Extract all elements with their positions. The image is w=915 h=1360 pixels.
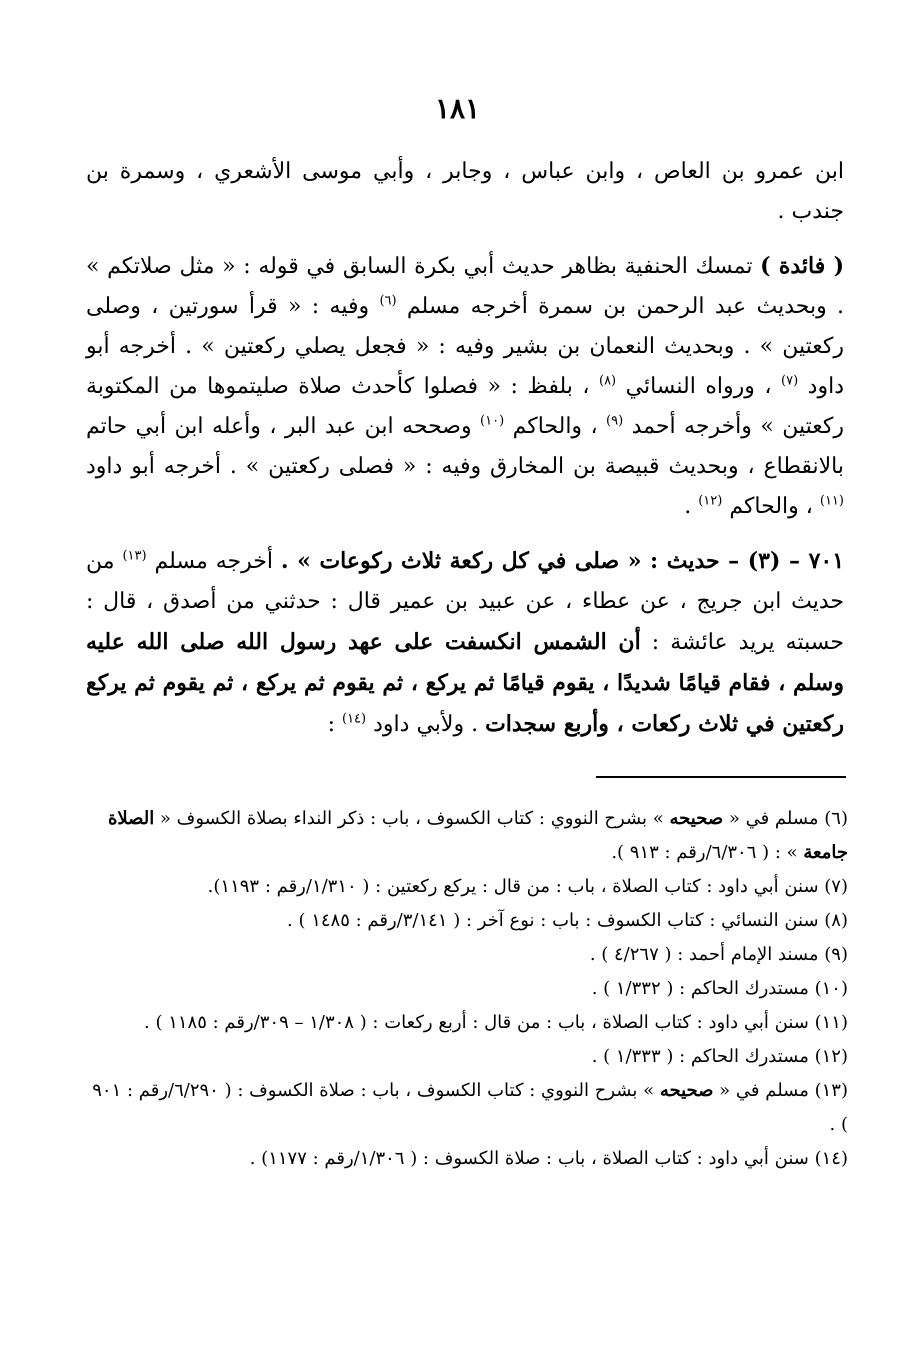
text-segment: ، والحاكم xyxy=(722,494,820,519)
footnote-ref-14[interactable]: (١٤) xyxy=(342,711,367,727)
footnote-text: سنن أبي داود : كتاب الصلاة ، باب : من قال : أربع ركعات : ( ١/٣٠٨ – ٣٠٩/رقم : ١١٨٥ ) . xyxy=(144,1012,815,1033)
footnote-text: مسلم في « xyxy=(723,808,825,829)
footnote-text: » بشرح النووي : كتاب الكسوف ، باب : صلاة الكسوف : ( ٦/٢٩٠/رقم : ٩٠١ ) . xyxy=(92,1080,848,1135)
text-segment: ، بلفظ : « فصلوا كأحدث صلاة صليتموها من المكتوبة ركعتين » وأخرجه أحمد xyxy=(86,374,844,439)
footnote-8 xyxy=(86,904,848,938)
footnote-10 xyxy=(86,972,848,1006)
text-segment: . xyxy=(684,494,699,519)
text-segment: . ولأبي داود xyxy=(366,712,486,737)
footnote-ref-6[interactable]: (٦) xyxy=(379,293,397,309)
footnote-text: مسلم في « xyxy=(713,1080,815,1101)
footnote-ref-13[interactable]: (١٣) xyxy=(122,548,147,564)
footnote-ref-12[interactable]: (١٢) xyxy=(698,493,723,509)
footnote-6 xyxy=(86,802,848,870)
footnote-number: (٧) xyxy=(824,876,848,897)
footnote-divider xyxy=(596,776,846,778)
footnote-number: (٦) xyxy=(824,808,848,829)
footnote-14 xyxy=(86,1142,848,1176)
footnote-text: » بشرح النووي : كتاب الكسوف ، باب : ذكر النداء بصلاة الكسوف « xyxy=(154,808,670,829)
text-segment: من حديث ابن جريج ، عن عطاء ، عن عبيد بن عمير قال : حدثني من أصدق ، قال : حسبته يريد عائشة : xyxy=(86,549,844,655)
footnote-9 xyxy=(86,938,848,972)
page-number: ١٨١ xyxy=(434,92,481,125)
faida-label: ( فائدة ) xyxy=(760,253,844,279)
footnote-number: (١٣) xyxy=(814,1080,848,1101)
footnote-text: سنن النسائي : كتاب الكسوف : باب : نوع آخر : ( ٣/١٤١/رقم : ١٤٨٥ ) . xyxy=(287,910,825,931)
text-segment: ، ورواه النسائي xyxy=(616,374,782,399)
footnote-ref-10[interactable]: (١٠) xyxy=(480,413,505,429)
paragraph-3 xyxy=(86,541,844,745)
footnotes xyxy=(86,802,848,1176)
footnote-text: مستدرك الحاكم : ( ١/٣٣٢ ) . xyxy=(591,978,815,999)
footnote-number: (١٤) xyxy=(814,1148,848,1169)
footnote-bold: صحيحه xyxy=(659,1080,714,1101)
footnote-number: (٩) xyxy=(824,944,848,965)
footnote-text: مستدرك الحاكم : ( ١/٣٣٣ ) . xyxy=(591,1046,815,1067)
footnote-number: (١١) xyxy=(814,1012,848,1033)
footnote-11 xyxy=(86,1006,848,1040)
hadith-heading: ٧٠١ – (٣) – حديث : « صلى في كل ركعة ثلاث ركوعات » . xyxy=(280,548,845,574)
text-segment: وفيه : « قرأ سورتين ، وصلى ركعتين » . وبحديث النعمان بن بشير وفيه : « فجعل يصلي ركعتين » . أخرجه أبو داود xyxy=(86,294,844,399)
text-segment: ، والحاكم xyxy=(504,414,607,439)
text-segment: وصححه ابن عبد البر ، وأعله ابن أبي حاتم بالانقطاع ، وبحديث قبيصة بن المخارق وفيه : « فصلى ركعتين » . أخرجه أبو داود xyxy=(86,414,844,479)
footnote-bold: الصلاة جامعة xyxy=(107,808,848,863)
text-segment: أخرجه مسلم xyxy=(146,549,281,574)
footnote-text: » : ( ٦/٣٠٦/رقم : ٩١٣ ). xyxy=(611,842,804,863)
text-segment: : xyxy=(327,712,342,737)
footnote-12 xyxy=(86,1040,848,1074)
footnote-text: سنن أبي داود : كتاب الصلاة ، باب : من قال : يركع ركعتين : ( ١/٣١٠/رقم : ١١٩٣). xyxy=(207,876,825,897)
paragraph-1: ابن عمرو بن العاص ، وابن عباس ، وجابر ، وأبي موسى الأشعري ، وسمرة بن جندب . xyxy=(86,159,844,224)
footnote-ref-8[interactable]: (٨) xyxy=(598,373,617,389)
footnote-ref-11[interactable]: (١١) xyxy=(819,493,844,509)
footnote-bold: صحيحه xyxy=(669,808,724,829)
footnote-number: (١٢) xyxy=(814,1046,848,1067)
text-segment: تمسك الحنفية بظاهر حديث أبي بكرة السابق في قوله : « مثل صلاتكم » . وبحديث عبد الرحمن بن سمرة أخرجه مسلم xyxy=(86,254,845,319)
footnote-text: مسند الإمام أحمد : ( ٤/٢٦٧ ) . xyxy=(589,944,825,965)
paragraph-2 xyxy=(86,246,844,527)
footnote-ref-9[interactable]: (٩) xyxy=(606,413,624,429)
hadith-quote: أن الشمس انكسفت على عهد رسول الله صلى الله عليه وسلم ، فقام قيامًا شديدًا ، يقوم قيامًا ثم يركع ، ثم يقوم ثم يركع ، ثم يقوم ثم يركع ركعتين في ثلاث ركعات ، وأربع سجدات xyxy=(86,629,844,737)
footnote-ref-7[interactable]: (٧) xyxy=(781,373,799,389)
footnote-7 xyxy=(86,870,848,904)
footnote-number: (٨) xyxy=(824,910,848,931)
footnote-13 xyxy=(86,1074,848,1142)
footnote-text: سنن أبي داود : كتاب الصلاة ، باب : صلاة الكسوف : ( ١/٣٠٦/رقم : ١١٧٧) . xyxy=(249,1148,815,1169)
main-text xyxy=(86,152,844,745)
footnote-number: (١٠) xyxy=(814,978,848,999)
